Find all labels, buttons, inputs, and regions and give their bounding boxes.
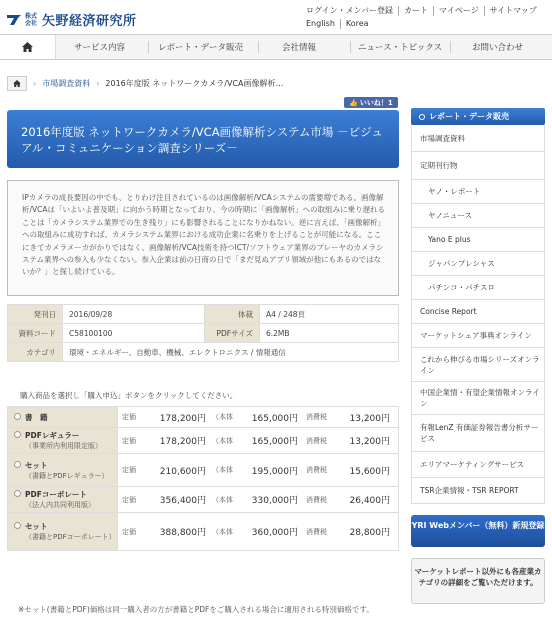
price-row[interactable] bbox=[8, 487, 399, 513]
report-title-banner bbox=[7, 110, 399, 168]
breadcrumb-current: 2016年度版 ネットワークカメラ/VCA画像解析… bbox=[105, 79, 284, 88]
base-price: 165,000円 bbox=[251, 437, 298, 447]
breadcrumb-category[interactable]: 市場調査資料 bbox=[42, 79, 91, 88]
price-option-text bbox=[25, 412, 48, 423]
price-option[interactable] bbox=[8, 487, 118, 513]
sidebar-item[interactable]: 有報LenZ 有価証券報告書分析サービス bbox=[411, 415, 545, 452]
base-price-label: （本体 bbox=[212, 413, 233, 421]
price-option-label bbox=[14, 430, 113, 451]
price-option-name: セット bbox=[25, 460, 48, 470]
tax-label: 消費税 bbox=[306, 436, 327, 445]
circle-bullet-icon bbox=[419, 114, 425, 120]
nav-divider bbox=[450, 41, 451, 53]
price-values-row bbox=[122, 525, 394, 538]
radio-button[interactable] bbox=[14, 431, 21, 438]
home-icon bbox=[22, 42, 33, 52]
format-value: A4 / 248頁 bbox=[260, 305, 399, 324]
category-value: 環境・エネルギー、自動車、機械、エレクトロニクス / 情報通信 bbox=[63, 343, 399, 362]
company-logo[interactable] bbox=[6, 10, 137, 29]
price-row[interactable] bbox=[8, 407, 399, 428]
list-price-label: 定価 bbox=[122, 495, 136, 504]
list-price-label: 定価 bbox=[122, 466, 136, 474]
nav-divider bbox=[148, 41, 149, 53]
price-option[interactable] bbox=[8, 454, 118, 487]
code-label: 資料コード bbox=[8, 324, 63, 343]
price-values bbox=[118, 513, 399, 551]
price-row[interactable] bbox=[8, 513, 399, 551]
issue-date-label: 発刊日 bbox=[8, 305, 63, 324]
radio-button[interactable] bbox=[14, 461, 21, 468]
base-price: 330,000円 bbox=[251, 496, 298, 506]
language-links bbox=[306, 19, 374, 29]
list-price: 178,200円 bbox=[159, 413, 206, 424]
price-values bbox=[118, 428, 399, 454]
tax-label: 消費税 bbox=[306, 413, 327, 421]
logo-name: 矢野経済研究所 bbox=[42, 14, 137, 29]
price-option[interactable] bbox=[8, 428, 118, 454]
list-price: 210,600円 bbox=[159, 466, 206, 477]
list-price: 178,200円 bbox=[159, 437, 206, 447]
price-option-name: 書 籍 bbox=[25, 412, 48, 422]
format-label: 体裁 bbox=[205, 305, 260, 324]
price-option-label bbox=[14, 489, 113, 510]
sidebar-item[interactable]: Concise Report bbox=[411, 300, 545, 324]
base-price: 165,000円 bbox=[251, 413, 298, 424]
price-table bbox=[7, 406, 399, 551]
nav-home[interactable] bbox=[0, 35, 56, 59]
site-header bbox=[0, 0, 552, 34]
price-option-sub: （書籍とPDFコーポレート） bbox=[25, 533, 116, 541]
nav-contact[interactable]: お問い合わせ bbox=[472, 43, 524, 53]
base-price-label: （本体 bbox=[212, 466, 233, 474]
price-option-label bbox=[14, 412, 113, 423]
sidebar-item[interactable]: エリアマーケティングサービス bbox=[411, 452, 545, 478]
home-icon bbox=[13, 80, 21, 87]
price-option-sub: （法人内共同利用版） bbox=[25, 501, 95, 509]
price-option-label bbox=[14, 521, 116, 542]
nav-divider bbox=[350, 41, 351, 53]
member-register-button[interactable] bbox=[411, 515, 545, 547]
nav-reports[interactable]: レポート・データ販売 bbox=[158, 43, 244, 53]
radio-button[interactable] bbox=[14, 490, 21, 497]
sidebar-item[interactable]: これから伸びる市場シリーズオンライン bbox=[411, 348, 545, 382]
base-price-label: （本体 bbox=[212, 436, 233, 445]
facebook-like-button[interactable] bbox=[344, 97, 398, 108]
sidebar-item[interactable]: 定期刊行物 bbox=[411, 152, 545, 180]
price-option-name: PDFコーポレート bbox=[25, 490, 87, 499]
lang-english-link[interactable]: English bbox=[306, 19, 335, 28]
chevron-right-icon: › bbox=[33, 79, 37, 88]
tax-label: 消費税 bbox=[306, 527, 327, 536]
price-values-row bbox=[122, 464, 394, 477]
like-label: いいね！1 bbox=[359, 98, 393, 107]
list-price: 388,800円 bbox=[159, 528, 206, 538]
code-value: C58100100 bbox=[63, 324, 205, 343]
price-option[interactable] bbox=[8, 407, 118, 428]
price-option-text bbox=[25, 521, 116, 542]
set-price-note: ※セット(書籍とPDF)価格は同一購入者の方が書籍とPDFをご購入される場合に適用される特別価格です。 bbox=[18, 605, 374, 614]
page-title: 2016年度版 ネットワークカメラ/VCA画像解析システム市場 －ビジュアル・コミュニケーション調査シリーズ－ bbox=[21, 125, 383, 155]
tax-amount: 13,200円 bbox=[349, 437, 390, 447]
description-text: IPカメラの成長要因の中でも、とりわけ注目されているのは画像解析/VCAシステムの需要増である。画像解析/VCAは「いよいよ普及期」に向かう時期となっており、今の時期に「画像解析」への取組みに乗り遅れることは「カメラシステム業界での生き残り」にも影響されることになりかねない。逆に言えば、「画像解析」への取組みに成功すれば、カメラシステム業界における成功企業に名乗りを上げることが可能になる。ここにきてカメラメーカがかりではなく、画像解析/VCA技術を持つICT/ソフトウェア業界のプレーヤのカメラシステム業界への参入も少なくない。参入企業は前の日商の日で「まだ見ぬアプリ領域が他にもあるのではないか？」と探し続けている。 bbox=[22, 193, 386, 277]
lang-korea-link[interactable]: Korea bbox=[340, 19, 374, 29]
mypage-link[interactable]: マイページ bbox=[433, 6, 484, 16]
price-values-row bbox=[122, 493, 394, 506]
price-option[interactable] bbox=[8, 513, 118, 551]
breadcrumb bbox=[7, 76, 284, 91]
issue-date-value: 2016/09/28 bbox=[63, 305, 205, 324]
price-option-text bbox=[25, 489, 95, 510]
tax-amount: 13,200円 bbox=[349, 413, 390, 424]
sidebar-item[interactable]: ヤノニュース bbox=[411, 204, 545, 228]
sidebar-item[interactable]: ジャパンプレシャス bbox=[411, 252, 545, 276]
tax-label: 消費税 bbox=[306, 466, 327, 474]
base-price-label: （本体 bbox=[212, 495, 233, 504]
price-values bbox=[118, 407, 399, 428]
global-nav bbox=[0, 34, 552, 60]
report-description bbox=[7, 180, 399, 296]
breadcrumb-home[interactable] bbox=[7, 76, 27, 91]
price-values-row bbox=[122, 434, 394, 447]
price-option-name: PDFレギュラー bbox=[25, 431, 80, 440]
cart-link[interactable]: カート bbox=[398, 6, 433, 16]
list-price-label: 定価 bbox=[122, 436, 136, 445]
tax-label: 消費税 bbox=[306, 495, 327, 504]
pdf-size-label: PDFサイズ bbox=[205, 324, 260, 343]
sidebar-item[interactable]: 市場調査資料 bbox=[411, 125, 545, 152]
sidebar-item[interactable]: パチンコ・パチスロ bbox=[411, 276, 545, 300]
radio-button[interactable] bbox=[14, 413, 21, 420]
list-price: 356,400円 bbox=[159, 496, 206, 506]
nav-services[interactable]: サービス内容 bbox=[74, 43, 126, 53]
industry-category-label: マーケットレポート以外にも各産業カテゴリの詳細をご覧いただけます。 bbox=[414, 567, 542, 587]
sidebar-item[interactable]: 中国企業情・有望企業情報オンライン bbox=[411, 382, 545, 415]
price-option-text bbox=[25, 460, 109, 481]
sitemap-link[interactable]: サイトマップ bbox=[484, 6, 542, 16]
list-price-label: 定価 bbox=[122, 413, 136, 421]
tax-amount: 26,400円 bbox=[349, 496, 390, 506]
logo-small-text: 株式会社 bbox=[25, 12, 38, 27]
tax-amount: 15,600円 bbox=[349, 466, 390, 477]
nav-company[interactable]: 会社情報 bbox=[282, 43, 317, 53]
sidebar-item[interactable]: TSR企業情報・TSR REPORT bbox=[411, 478, 545, 504]
price-option-sub: （書籍とPDFレギュラー） bbox=[25, 471, 109, 480]
chevron-right-icon: › bbox=[96, 79, 100, 88]
sidebar-item[interactable]: マーケットシェア事典オンライン bbox=[411, 324, 545, 348]
purchase-instruction: 購入商品を選択し「購入申込」ボタンをクリックしてください。 bbox=[20, 391, 238, 400]
industry-category-banner[interactable] bbox=[411, 558, 545, 604]
logo-mark-icon bbox=[6, 13, 22, 27]
sidebar-item[interactable]: ヤノ・レポート bbox=[411, 180, 545, 204]
sidebar-heading-label: レポート・データ販売 bbox=[429, 112, 509, 121]
base-price: 360,000円 bbox=[251, 528, 298, 538]
base-price-label: （本体 bbox=[212, 527, 233, 536]
list-price-label: 定価 bbox=[122, 527, 136, 536]
price-option-sub: （事業所内利用限定版） bbox=[25, 442, 102, 450]
pdf-size-value: 6.2MB bbox=[260, 324, 399, 343]
price-row[interactable] bbox=[8, 454, 399, 487]
sidebar-heading[interactable] bbox=[411, 108, 545, 125]
nav-news[interactable]: ニュース・トピックス bbox=[358, 43, 443, 53]
price-values-row bbox=[122, 411, 394, 424]
price-option-text bbox=[25, 430, 102, 451]
member-register-label: YRI Webメンバー（無料）新規登録 bbox=[411, 521, 545, 530]
price-option-name: セット bbox=[25, 522, 48, 531]
thumbs-up-icon: 👍 bbox=[349, 98, 358, 107]
price-option-label bbox=[14, 460, 113, 481]
utility-links bbox=[306, 6, 542, 16]
login-link[interactable]: ログイン・メンバー登録 bbox=[306, 6, 394, 15]
price-row[interactable] bbox=[8, 428, 399, 454]
nav-divider bbox=[258, 41, 259, 53]
price-values bbox=[118, 454, 399, 487]
tax-amount: 28,800円 bbox=[349, 528, 390, 538]
sidebar-item[interactable]: Yano E plus bbox=[411, 228, 545, 252]
report-info-table bbox=[7, 304, 399, 362]
category-label: カテゴリ bbox=[8, 343, 63, 362]
price-values bbox=[118, 487, 399, 513]
radio-button[interactable] bbox=[14, 522, 21, 529]
base-price: 195,000円 bbox=[251, 466, 298, 477]
